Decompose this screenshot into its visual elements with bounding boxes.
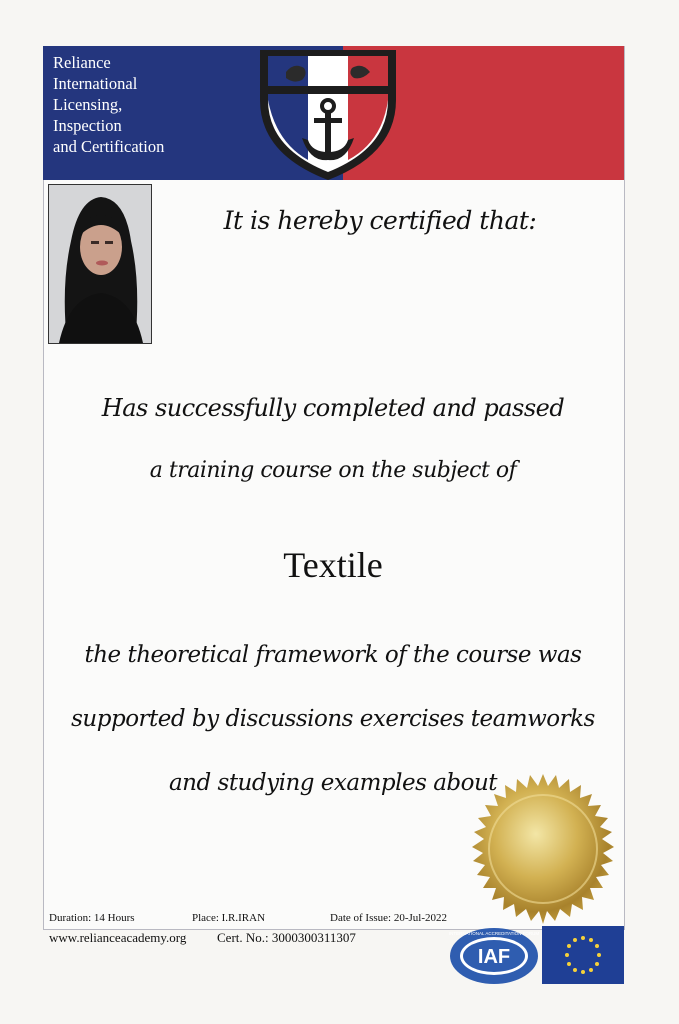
duration-text: Duration: 14 Hours [49,912,135,924]
gold-seal-icon [466,772,620,926]
crest-anchor-icon [246,38,410,184]
description-line-2: supported by discussions exercises teamworks [71,706,595,732]
description-line-3: and studying examples about [168,770,498,796]
description-line-1: the theoretical framework of the course was [84,642,582,668]
certificate-number: Cert. No.: 3000300311307 [217,930,356,945]
iaf-logo-icon [448,926,540,986]
iaf-label: IAF [477,946,511,968]
place-text: Place: I.R.IRAN [192,912,266,924]
website-link[interactable]: www.relianceacademy.org [49,930,187,945]
iaf-ring-text: INTERNATIONAL ACCREDITATION FORUM [448,931,540,936]
portrait-image [49,185,151,343]
statement-line-1: Has successfully completed and passed [101,394,565,422]
date-of-issue-text: Date of Issue: 20-Jul-2022 [330,912,448,924]
certification-heading: It is hereby certified that: [223,206,537,235]
eu-flag-icon [542,926,624,984]
eu-stars-icon [542,926,624,984]
organization-name: Reliance International Licensing, Inspection and Certification [53,53,165,156]
statement-line-2: a training course on the subject of [149,458,517,483]
holder-photo [48,184,152,344]
course-subject: Textile [283,545,383,585]
